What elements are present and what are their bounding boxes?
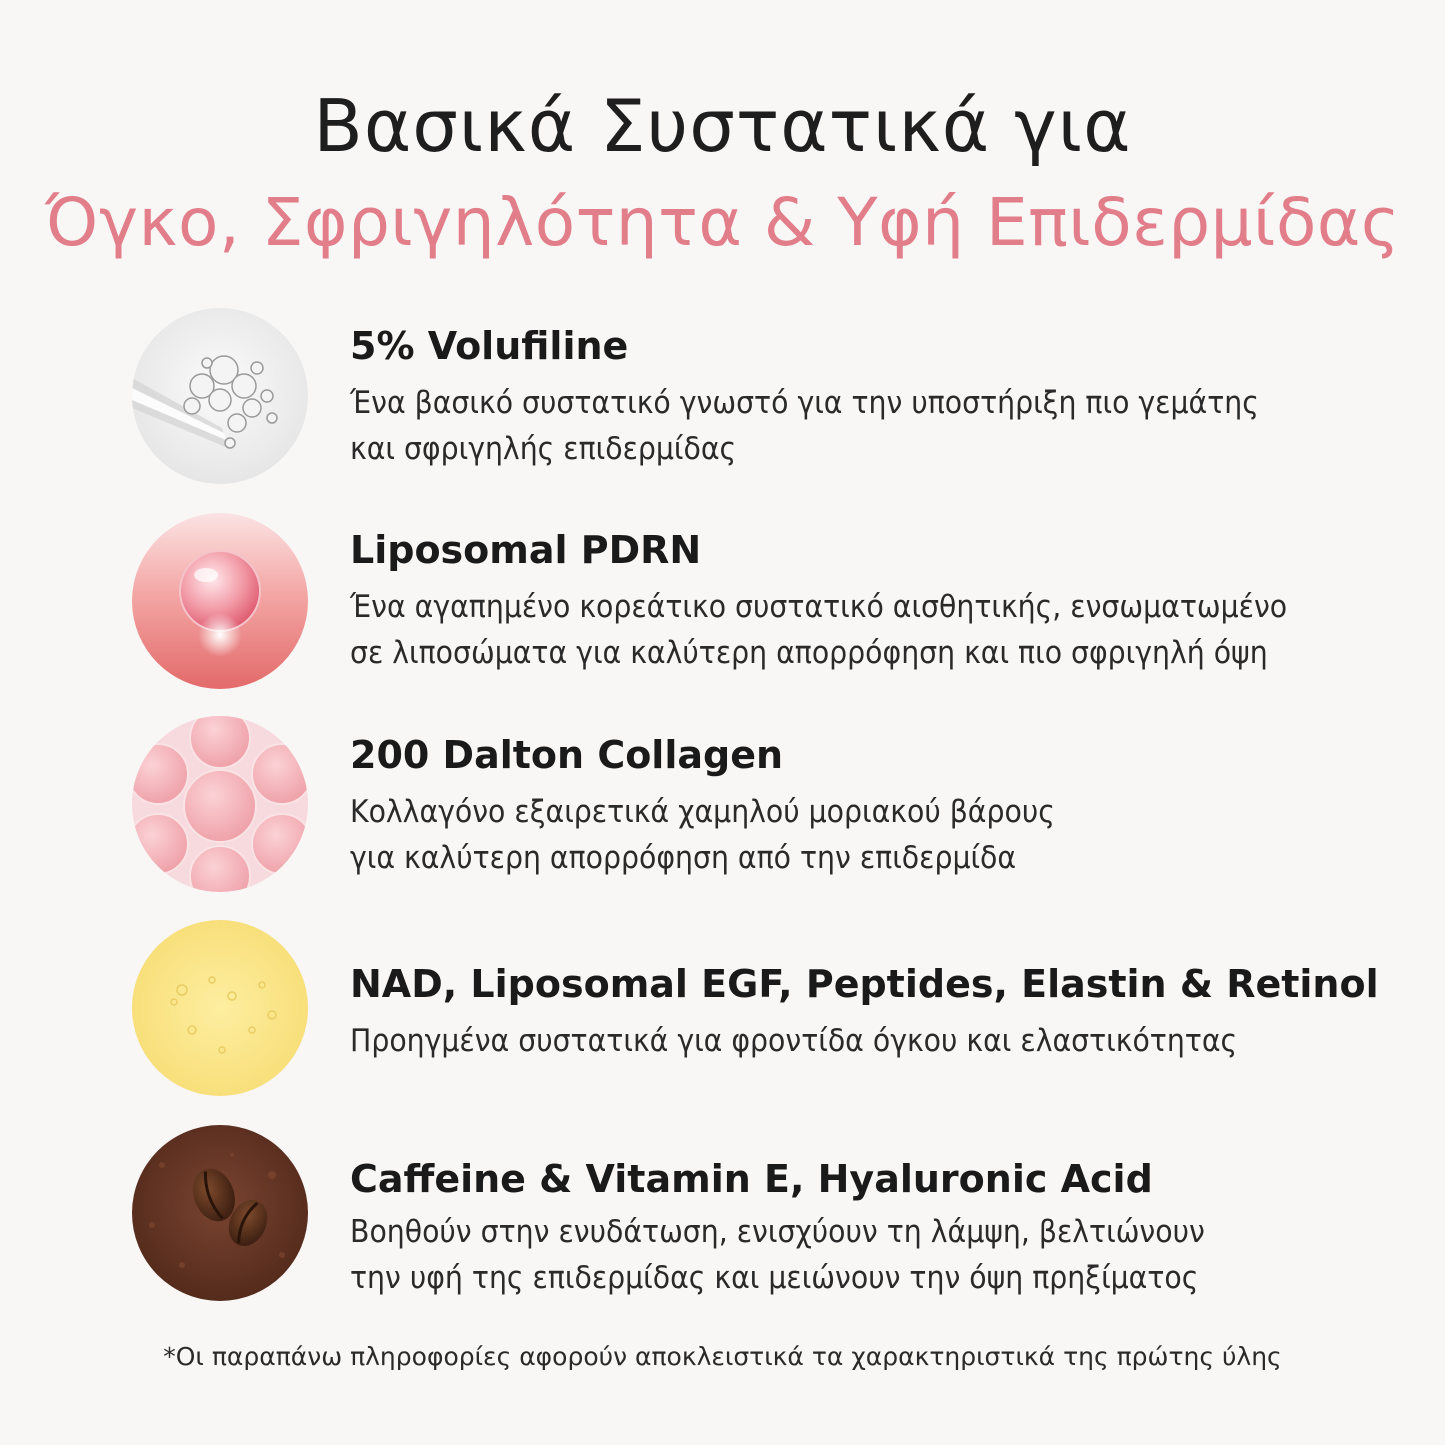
description-line: Ένα βασικό συστατικό γνωστό για την υποστήριξη πιο γεμάτης [350,385,1259,421]
description-line: σε λιποσώματα για καλύτερη απορρόφηση και πιο σφριγηλή όψη [350,635,1268,671]
ingredient-description [350,789,1400,881]
ingredient-text [350,960,1400,1064]
ingredient-text [350,1155,1400,1301]
ingredient-name: 5% Volufiline [350,324,629,368]
serum-bubbles-icon [132,308,308,484]
ingredient-description [350,1209,1400,1301]
ingredient-description [350,380,1400,472]
description-line: και σφριγηλής επιδερμίδας [350,431,737,467]
description-line: για καλύτερη απορρόφηση από την επιδερμίδα [350,840,1017,876]
description-line: την υφή της επιδερμίδας και μειώνουν την όψη πρηξίματος [350,1260,1199,1296]
ingredient-name: 200 Dalton Collagen [350,733,784,777]
page-subtitle: Όγκο, Σφριγηλότητα & Υφή Επιδερμίδας [44,184,1401,261]
ingredient-name: NAD, Liposomal EGF, Peptides, Elastin & Retinol [350,962,1379,1006]
collagen-molecules-icon [132,716,308,892]
ingredient-description [350,584,1400,676]
pink-sphere-icon [132,513,308,689]
description-line: Βοηθούν στην ενυδάτωση, ενισχύουν τη λάμψη, βελτιώνουν [350,1214,1205,1250]
description-line: Προηγμένα συστατικά για φροντίδα όγκου και ελαστικότητας [350,1023,1238,1059]
coffee-beans-icon [132,1125,308,1301]
page-title: Βασικά Συστατικά για [313,84,1132,168]
ingredient-description [350,1018,1400,1064]
ingredient-name: Liposomal PDRN [350,528,702,572]
ingredient-text [350,526,1400,676]
description-line: Κολλαγόνο εξαιρετικά χαμηλού μοριακού βάρους [350,794,1055,830]
yellow-gel-icon [132,920,308,1096]
ingredient-name: Caffeine & Vitamin E, Hyaluronic Acid [350,1157,1153,1201]
footnote: *Οι παραπάνω πληροφορίες αφορούν αποκλειστικά τα χαρακτηριστικά της πρώτης ύλης [163,1342,1282,1371]
ingredient-text [350,322,1400,472]
description-line: Ένα αγαπημένο κορεάτικο συστατικό αισθητικής, ενσωματωμένο [350,589,1288,625]
ingredient-text [350,731,1400,881]
